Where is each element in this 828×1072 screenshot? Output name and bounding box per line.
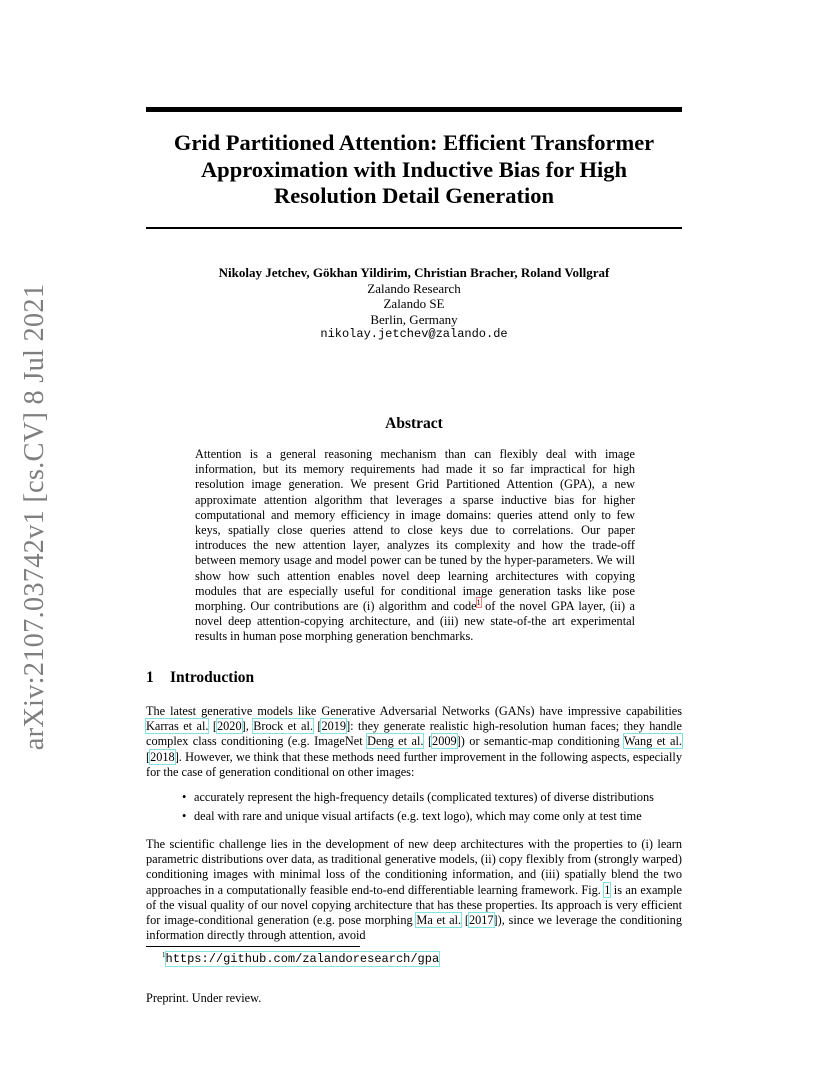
paper-title [146, 130, 682, 210]
abstract-text-2: of the novel GPA layer, (ii) a novel deep attention-copying architecture, and (iii) new state-of-the art experimental results in human pose morphing generation benchmarks. [195, 599, 635, 644]
section-heading [146, 669, 682, 687]
author-email[interactable]: nikolay.jetchev@zalando.de [320, 327, 508, 341]
figure-ref-link[interactable]: 1 [604, 882, 611, 897]
footnote [162, 951, 439, 966]
text-run: The scientific challenge lies in the development of new deep architectures with the properties to (i) learn parametric distributions over data, as traditional generative models, (ii) copy flexibly from (strongly warped) conditioning images with minimal loss of the conditioning information, and (iii) spatially blend the two approaches in a computationally feasible end-to-end differentiable learning framework. Fig. [146, 837, 682, 897]
bullet-icon: • [182, 790, 187, 804]
list-item [180, 809, 682, 824]
section-number: 1 [146, 669, 154, 686]
footnote-mark: 1 [162, 951, 166, 959]
abstract-heading: Abstract [385, 415, 443, 432]
footnote-rule [146, 946, 360, 947]
text-run: ]. However, we think that these methods need further improvement in the following aspects, especially for the case of generation conditional on other images: [146, 749, 682, 779]
citation-link[interactable]: Wang et al. [623, 734, 682, 749]
citation-link[interactable]: Brock et al. [253, 719, 313, 734]
text-run: ]), since we leverage the conditioning information directly through attention, avoid [146, 913, 682, 943]
author-company: Zalando SE [383, 296, 445, 311]
intro-paragraph-1 [146, 704, 682, 780]
text-run: ]) or semantic-map conditioning [456, 734, 624, 749]
footnote-url-link[interactable]: https://github.com/zalandoresearch/gpa [165, 951, 440, 966]
author-affiliation: Zalando Research [367, 280, 461, 296]
intro-paragraph-2 [146, 837, 682, 943]
text-run: [ [461, 913, 469, 928]
text-run: ], [241, 719, 254, 734]
text-run: [ [312, 719, 322, 734]
abstract-body [195, 447, 635, 645]
text-run: [ [146, 749, 151, 764]
list-item-text: deal with rare and unique visual artifacts (e.g. text logo), which may come only at test time [194, 809, 642, 824]
citation-year-link[interactable]: 2017 [468, 913, 494, 928]
text-run: The latest generative models like Generative Adversarial Networks (GANs) have impressive capabilities [146, 704, 682, 718]
bullet-icon: • [182, 809, 187, 824]
arxiv-stamp [10, 0, 60, 1072]
citation-year-link[interactable]: 2018 [150, 749, 175, 764]
intro-bullet-list [180, 790, 682, 828]
citation-year-link[interactable]: 2009 [432, 734, 457, 749]
citation-link[interactable]: Deng et al. [367, 734, 424, 749]
text-run: is an example of the visual quality of our novel copying architecture that has these properties. Its approach is very efficient for image-conditional generation (e.g. pose morphing [146, 882, 682, 928]
section-title: Introduction [170, 669, 255, 686]
author-names: Nikolay Jetchev, Gökhan Yildirim, Christian Bracher, Roland Vollgraf [218, 265, 610, 280]
citation-year-link[interactable]: 2020 [217, 719, 242, 734]
citation-year-link[interactable]: 2019 [321, 719, 347, 734]
citation-link[interactable]: Karras et al. [146, 719, 209, 734]
title-top-rule [146, 107, 682, 112]
text-run: [ [208, 719, 217, 734]
title-line-2: Approximation with Inductive Bias for High [200, 156, 628, 182]
title-bottom-rule [146, 227, 682, 229]
footnote-ref-link[interactable]: 1 [476, 597, 481, 607]
title-line-1: Grid Partitioned Attention: Efficient Transformer [173, 130, 655, 155]
list-item-text: accurately represent the high-frequency details (complicated textures) of diverse distributions [194, 790, 654, 804]
preprint-note: Preprint. Under review. [146, 991, 262, 1005]
arxiv-stamp-text: arXiv:2107.03742v1 [cs.CV] 8 Jul 2021 [19, 283, 50, 751]
citation-link[interactable]: Ma et al. [416, 913, 462, 928]
abstract-text-1: Attention is a general reasoning mechanism than can flexibly deal with image information, but its memory requirements had made it so far impractical for high resolution image generation. We present Grid Partitioned Attention (GPA), a new approximate attention algorithm that leverages a sparse inductive bias for higher computational and memory efficiency in image domains: queries attend only to few keys, spatially close queries attend to close keys due to correlations. Our paper introduces the new attention layer, analyzes its complexity and how the trade-off between memory usage and model power can be tuned by the hyper-parameters. We will show how such attention enables novel deep learning architectures with copying modules that are especially useful for conditional image generation tasks like pose morphing. Our contributions are (i) algorithm and code [195, 447, 635, 614]
text-run: [ [423, 734, 433, 749]
text-run: ]: they generate realistic high-resolution human faces; they handle complex class conditioning (e.g. ImageNet [146, 719, 682, 749]
title-line-3: Resolution Detail Generation [274, 183, 554, 208]
author-location: Berlin, Germany [370, 311, 458, 327]
list-item [180, 790, 682, 805]
author-block [146, 265, 682, 343]
